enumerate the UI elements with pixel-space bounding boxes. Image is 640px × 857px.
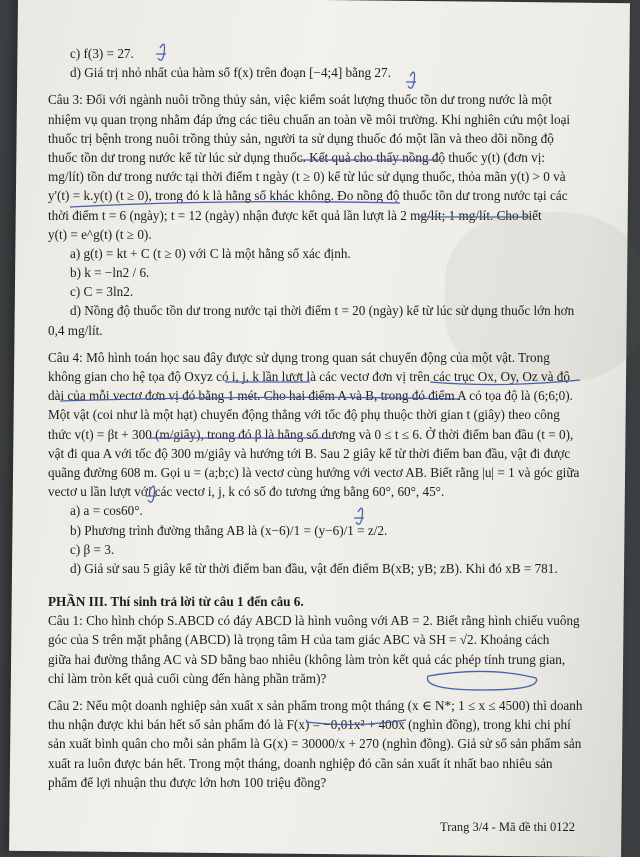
- p3q2-line: phẩm để lợi nhuận thu được lớn hơn 100 triệu đồng?: [48, 774, 327, 790]
- p3q1-line: góc của S trên mặt phẳng (ABCD) là trọng tâm H của tam giác ABC và SH = √2. Khoảng cách: [48, 632, 550, 648]
- p3q2-line: sản xuất bình quân cho mỗi sản phẩm là G(x) = 30000/x + 270 (nghìn đồng). Giả sử số sản phẩm sản: [48, 736, 582, 752]
- q3-option-d: d) Nồng độ thuốc tồn dư trong nước tại thời điểm t = 20 (ngày) kể từ lúc sử dụng thuốc lớn hơn: [70, 303, 575, 319]
- q4-option-c: c) β = 3.: [70, 541, 115, 557]
- q3-line: nhiệm vụ quan trọng nhằm đáp ứng các tiêu chuẩn an toàn về môi trường. Khi nghiên cứu một loại: [48, 111, 571, 127]
- part2-option-c: c) f(3) = 27.: [70, 46, 134, 61]
- p3q2-line: Câu 2: Nếu một doanh nghiệp sản xuất x sản phẩm trong một tháng (x ∈ N*; 1 ≤ x ≤ 4500) thì doanh: [48, 698, 583, 713]
- question-4: [48, 348, 588, 578]
- q3-line: thời điểm t = 6 (ngày); t = 12 (ngày) nhận được kết quả lần lượt là 2 mg/lít; 1 mg/lít. Cho biết: [48, 207, 542, 223]
- q4-line: vật đi qua A với tốc độ 300 m/giây và hướng tới B. Sau 2 giây kể từ thời điểm ban đầu, vật đi được: [48, 445, 571, 461]
- q4-line: quãng đường 608 m. Gọi u = (a;b;c) là vectơ cùng hướng với vectơ AB. Biết rằng |u| = 1 và góc giữa: [48, 464, 580, 480]
- q3-option-c: c) C = 3ln2.: [70, 284, 134, 300]
- q4-option-d: d) Giả sử sau 5 giây kể từ thời điểm ban đầu, vật đến điểm B(xB; yB; zB). Khi đó xB = 781.: [70, 560, 558, 576]
- part2-option-d: d) Giá trị nhỏ nhất của hàm số f(x) trên đoạn [−4;4] bằng 27.: [70, 65, 391, 81]
- exam-content: [48, 44, 588, 792]
- q3-option-d-cont: 0,4 mg/lít.: [48, 322, 103, 338]
- q3-line: y'(t) = k.y(t) (t ≥ 0), trong đó k là hằng số khác không. Đo nồng độ thuốc tồn dư trong nước tại các: [48, 188, 568, 204]
- question-3: [48, 90, 588, 339]
- q3-line: thuốc tồn dư trong nước kể từ lúc sử dụng thuốc. Kết quả cho thấy nồng độ thuốc y(t) (đơn vị:: [48, 149, 546, 165]
- q3-line: Câu 3: Đối với ngành nuôi trồng thủy sản, việc kiểm soát lượng thuốc tồn dư trong nước là một: [48, 92, 552, 108]
- q4-line: Một vật (coi như là một hạt) chuyển động thẳng với tốc độ phụ thuộc thời gian t (giây) theo công: [48, 407, 560, 423]
- p3q1-line: giữa hai đường thẳng AC và SD bằng bao nhiêu (không làm tròn kết quả các phép tính trung gian,: [48, 651, 566, 667]
- q3-line: y(t) = e^g(t) (t ≥ 0).: [48, 226, 152, 242]
- q3-line: mg/lít) tồn dư trong nước tại thời điểm t ngày (t ≥ 0) kể từ lúc sử dụng thuốc, thỏa mãn y(t) > 0 và: [48, 169, 566, 185]
- part3-question-1: [48, 611, 588, 688]
- q4-line: Câu 4: Mô hình toán học sau đây được sử dụng trong quan sát chuyển động của một vật. Trong: [48, 349, 550, 365]
- p3q2-line: thu nhận được khi bán hết số sản phẩm đó là F(x) = −0,01x² + 400x (nghìn đồng), trong khi chi phí: [48, 717, 571, 733]
- q3-option-a: a) g(t) = kt + C (t ≥ 0) với C là một hằng số xác định.: [70, 245, 351, 261]
- q3-line: thuốc trị bệnh trong nuôi trồng thủy sản, người ta sử dụng thuốc đó một lần và theo dõi nồng độ: [48, 130, 554, 146]
- part3-question-2: [48, 696, 588, 792]
- p3q1-line: chỉ làm tròn kết quả cuối cùng đến hàng phần trăm)?: [48, 670, 327, 686]
- q3-option-b: b) k = −ln2 / 6.: [70, 265, 150, 281]
- p3q1-line: Câu 1: Cho hình chóp S.ABCD có đáy ABCD là hình vuông với AB = 2. Biết rằng hình chiếu vuông: [48, 613, 580, 629]
- p3q2-line: xuất ra luôn được bán hết. Trong một tháng, doanh nghiệp đó cần sản xuất ít nhất bao nhiêu sản: [48, 755, 553, 771]
- q4-line: vectơ u lần lượt với các vectơ i, j, k có số đo tương ứng bằng 60°, 60°, 45°.: [48, 484, 445, 500]
- part3-title: PHẦN III. Thí sinh trả lời từ câu 1 đến câu 6.: [48, 594, 304, 610]
- q4-option-a: a) a = cos60°.: [70, 503, 143, 519]
- q4-option-b: b) Phương trình đường thẳng AB là (x−6)/1 = (y−6)/1 = z/2.: [70, 522, 388, 538]
- q4-line: thức v(t) = βt + 300 (m/giây), trong đó β là hằng số dương và 0 ≤ t ≤ 6. Ở thời điểm ban đầu (t = 0),: [48, 426, 574, 442]
- q4-line: không gian cho hệ tọa độ Oxyz có i, j, k lần lượt là các vectơ đơn vị trên các trục Ox, Oy, Oz và độ: [48, 369, 570, 384]
- page-footer: Trang 3/4 - Mã đề thi 0122: [440, 820, 575, 834]
- q4-line: dài của mỗi vectơ đơn vị đó bằng 1 mét. Cho hai điểm A và B, trong đó điểm A có tọa độ là (6;6;0).: [48, 388, 573, 404]
